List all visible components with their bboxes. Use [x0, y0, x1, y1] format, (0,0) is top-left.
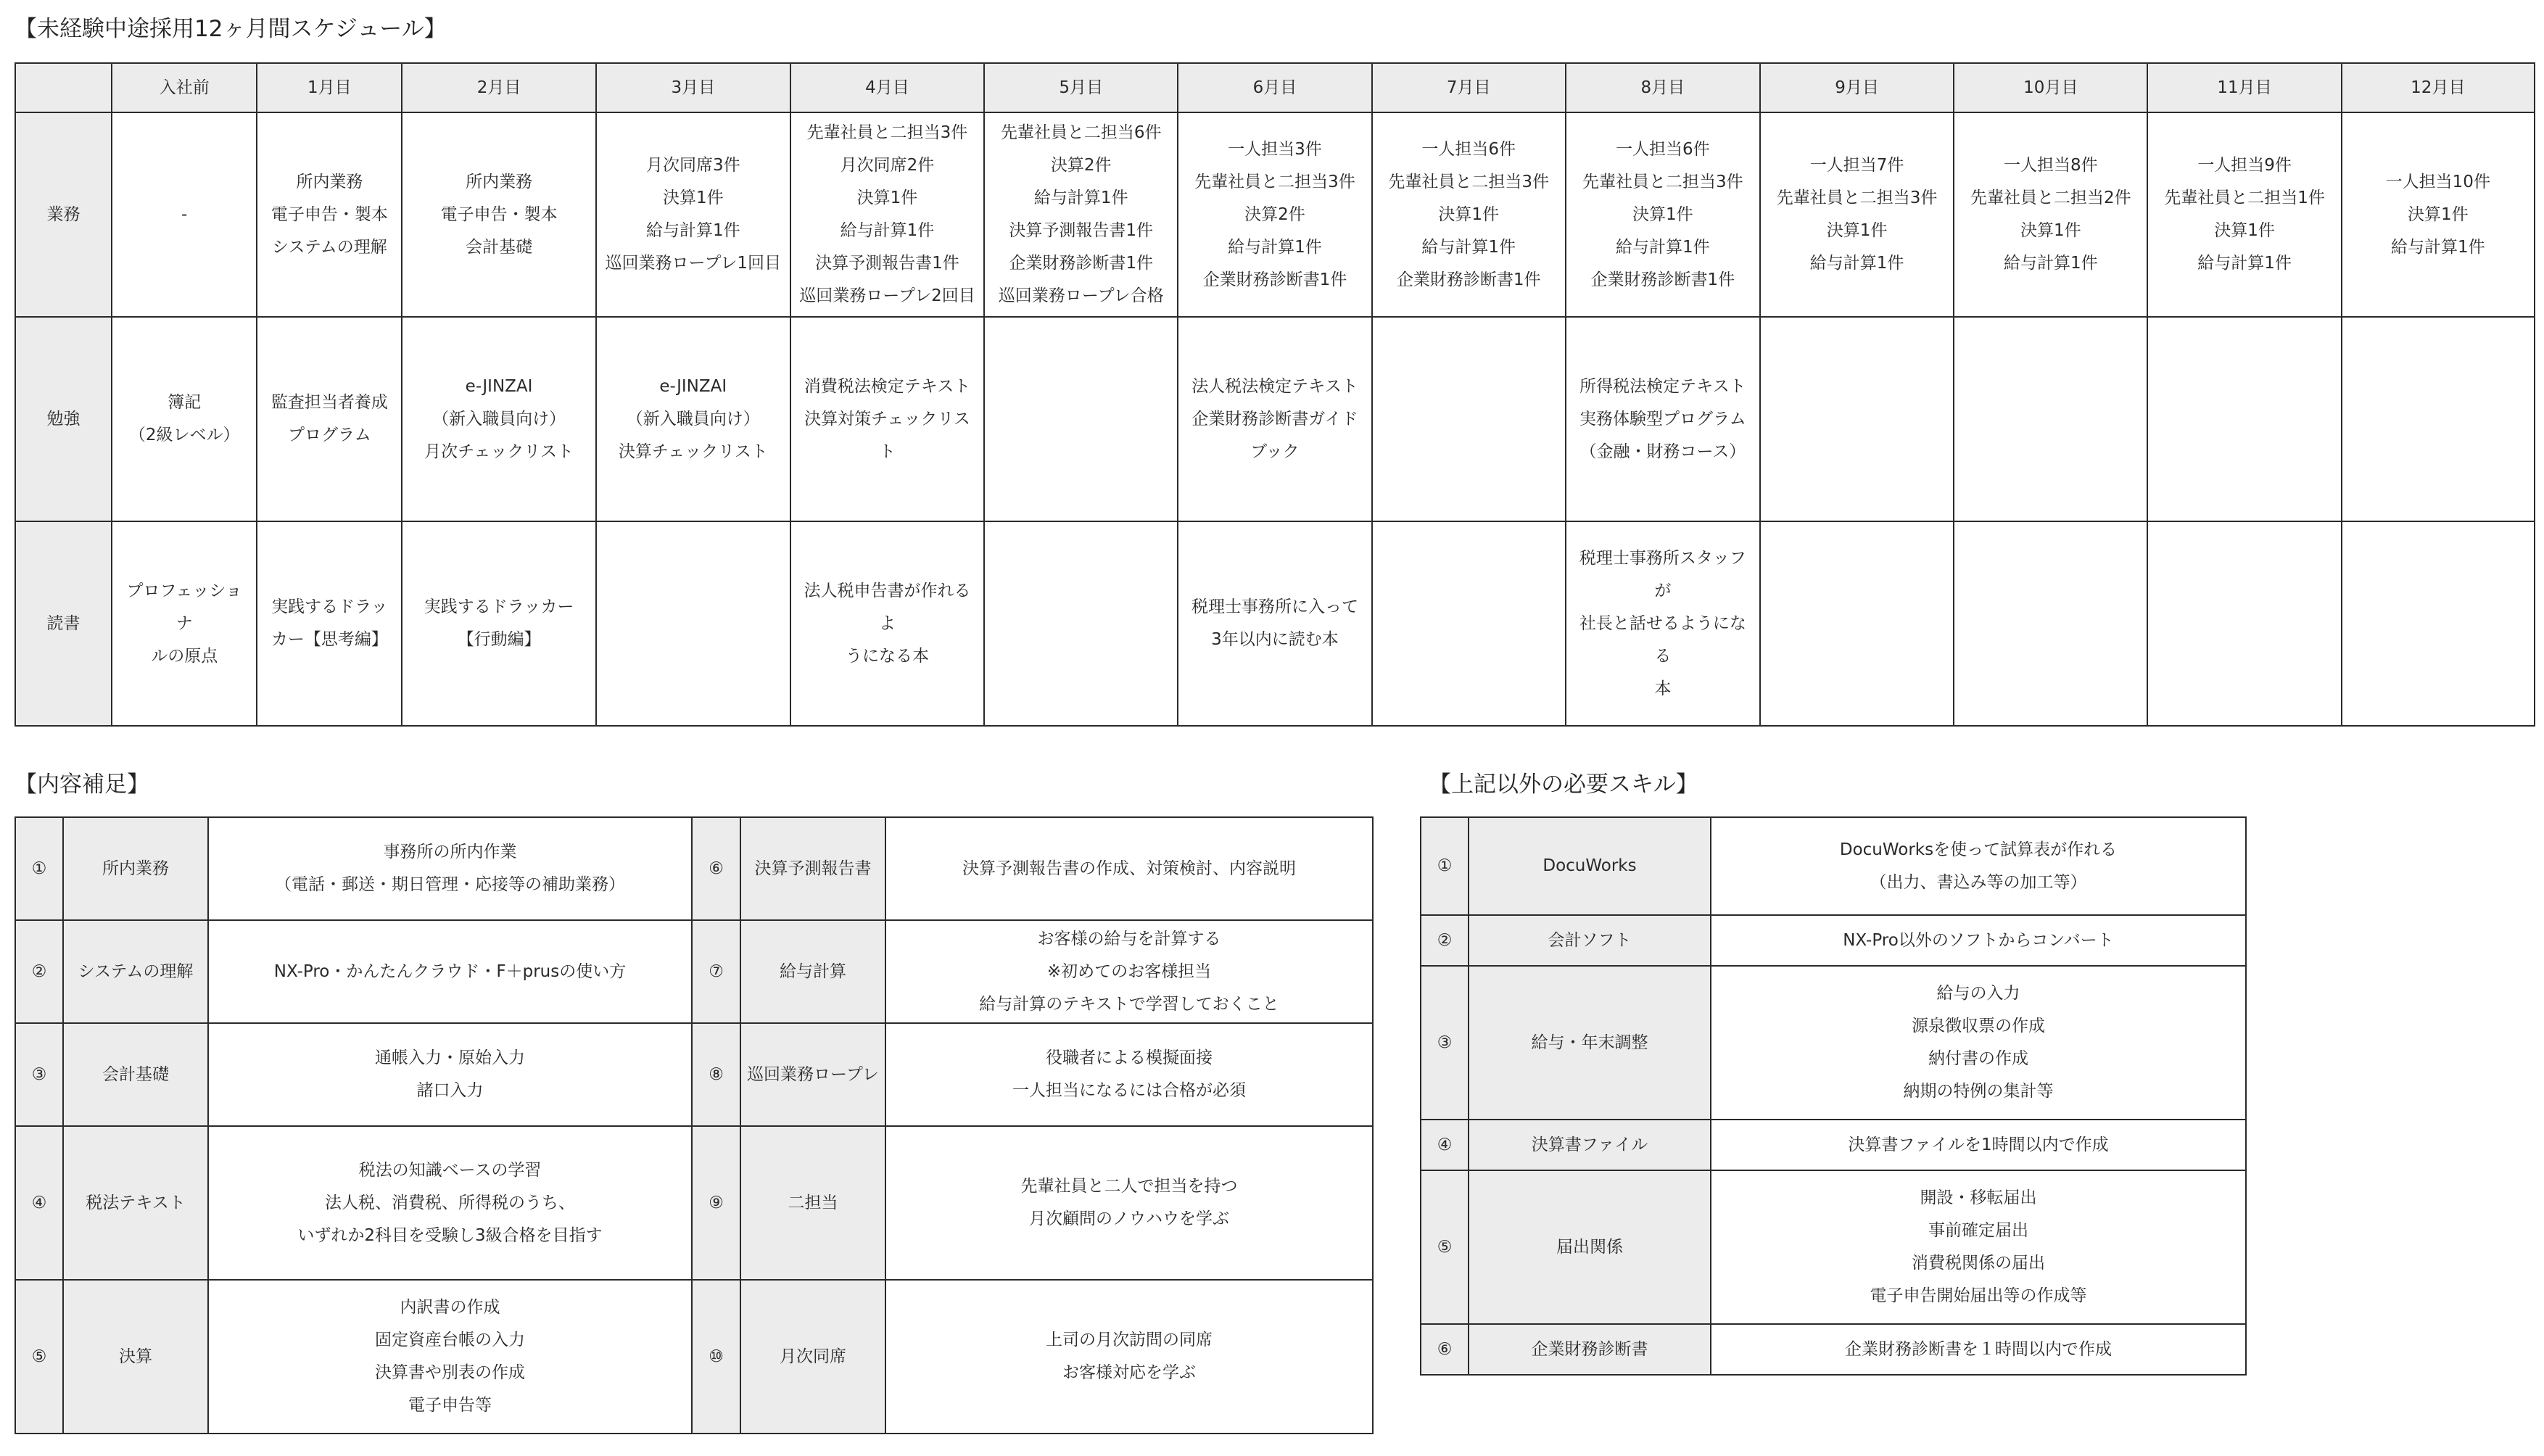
schedule-cell	[1760, 317, 1954, 521]
item-number: ⑧	[692, 1023, 740, 1126]
schedule-cell: 税理士事務所に入って 3年以内に読む本	[1178, 521, 1371, 726]
schedule-cell: 実践するドラッカー 【行動編】	[402, 521, 595, 726]
item-description: 税法の知識ベースの学習 法人税、消費税、所得税のうち、 いずれか2科目を受験し3級合格を目指す	[208, 1126, 692, 1280]
skills-row	[1421, 966, 2246, 1120]
schedule-title: 【未経験中途採用12ヶ月間スケジュール】	[15, 16, 447, 42]
corner-cell	[15, 63, 112, 112]
schedule-cell: 先輩社員と二担当6件 決算2件 給与計算1件 決算予測報告書1件 企業財務診断書1件 巡回業務ロープレ合格	[984, 112, 1178, 317]
schedule-cell	[2342, 521, 2535, 726]
schedule-cell	[1954, 521, 2147, 726]
column-header: 11月目	[2147, 63, 2341, 112]
schedule-cell: 一人担当6件 先輩社員と二担当3件 決算1件 給与計算1件 企業財務診断書1件	[1372, 112, 1566, 317]
supplement-row	[15, 1023, 1373, 1126]
schedule-cell: 所得税法検定テキスト 実務体験型プログラム （金融・財務コース）	[1566, 317, 1760, 521]
schedule-cell	[2342, 317, 2535, 521]
skill-number: ③	[1421, 966, 1469, 1120]
item-description: 上司の月次訪問の同席 お客様対応を学ぶ	[885, 1280, 1373, 1434]
skill-term: DocuWorks	[1469, 817, 1711, 915]
column-header: 7月目	[1372, 63, 1566, 112]
skill-description: NX-Pro以外のソフトからコンバート	[1711, 915, 2246, 966]
schedule-cell: 一人担当10件 決算1件 給与計算1件	[2342, 112, 2535, 317]
skill-description: 企業財務診断書を１時間以内で作成	[1711, 1324, 2246, 1375]
column-header: 3月目	[596, 63, 790, 112]
column-header: 入社前	[112, 63, 257, 112]
supplement-row	[15, 920, 1373, 1023]
item-number: ⑤	[15, 1280, 63, 1434]
item-number: ②	[15, 920, 63, 1023]
item-description: NX-Pro・かんたんクラウド・F＋prusの使い方	[208, 920, 692, 1023]
schedule-cell: e-JINZAI （新入職員向け） 月次チェックリスト	[402, 317, 595, 521]
item-term: 決算予測報告書	[740, 817, 885, 920]
item-description: 役職者による模擬面接 一人担当になるには合格が必須	[885, 1023, 1373, 1126]
skill-number: ②	[1421, 915, 1469, 966]
item-description: 先輩社員と二人で担当を持つ 月次顧問のノウハウを学ぶ	[885, 1126, 1373, 1280]
row-label: 業務	[15, 112, 112, 317]
item-description: 事務所の所内作業 （電話・郵送・期日管理・応接等の補助業務）	[208, 817, 692, 920]
schedule-header-row	[15, 63, 2535, 112]
schedule-cell: 所内業務 電子申告・製本 システムの理解	[257, 112, 402, 317]
schedule-cell: 法人税法検定テキスト 企業財務診断書ガイド ブック	[1178, 317, 1371, 521]
skill-number: ④	[1421, 1120, 1469, 1170]
row-label: 勉強	[15, 317, 112, 521]
schedule-cell: 簿記 （2級レベル）	[112, 317, 257, 521]
column-header: 1月目	[257, 63, 402, 112]
skill-term: 企業財務診断書	[1469, 1324, 1711, 1375]
skill-description: 給与の入力 源泉徴収票の作成 納付書の作成 納期の特例の集計等	[1711, 966, 2246, 1120]
item-term: システムの理解	[63, 920, 208, 1023]
schedule-row-benkyo	[15, 317, 2535, 521]
column-header: 4月目	[790, 63, 984, 112]
schedule-cell	[1372, 521, 1566, 726]
supplement-row	[15, 1280, 1373, 1434]
supplement-row	[15, 1126, 1373, 1280]
item-term: 二担当	[740, 1126, 885, 1280]
skill-description: 開設・移転届出 事前確定届出 消費税関係の届出 電子申告開始届出等の作成等	[1711, 1170, 2246, 1324]
skills-row	[1421, 817, 2246, 915]
skills-row	[1421, 1170, 2246, 1324]
item-term: 巡回業務ロープレ	[740, 1023, 885, 1126]
schedule-cell	[1372, 317, 1566, 521]
schedule-table	[15, 62, 2535, 727]
schedule-cell	[2147, 317, 2341, 521]
schedule-cell: e-JINZAI （新入職員向け） 決算チェックリスト	[596, 317, 790, 521]
skill-description: DocuWorksを使って試算表が作れる （出力、書込み等の加工等）	[1711, 817, 2246, 915]
item-number: ⑥	[692, 817, 740, 920]
schedule-cell	[596, 521, 790, 726]
skill-number: ⑤	[1421, 1170, 1469, 1324]
schedule-cell: 一人担当3件 先輩社員と二担当3件 決算2件 給与計算1件 企業財務診断書1件	[1178, 112, 1371, 317]
item-term: 所内業務	[63, 817, 208, 920]
column-header: 5月目	[984, 63, 1178, 112]
item-number: ⑨	[692, 1126, 740, 1280]
item-term: 給与計算	[740, 920, 885, 1023]
schedule-cell: 所内業務 電子申告・製本 会計基礎	[402, 112, 595, 317]
skill-number: ①	[1421, 817, 1469, 915]
item-description: 内訳書の作成 固定資産台帳の入力 決算書や別表の作成 電子申告等	[208, 1280, 692, 1434]
column-header: 10月目	[1954, 63, 2147, 112]
skill-description: 決算書ファイルを1時間以内で作成	[1711, 1120, 2246, 1170]
schedule-cell	[984, 317, 1178, 521]
schedule-cell: プロフェッショナ ルの原点	[112, 521, 257, 726]
schedule-cell: 実践するドラッ カー【思考編】	[257, 521, 402, 726]
column-header: 9月目	[1760, 63, 1954, 112]
column-header: 8月目	[1566, 63, 1760, 112]
item-number: ⑩	[692, 1280, 740, 1434]
schedule-cell: 先輩社員と二担当3件 月次同席2件 決算1件 給与計算1件 決算予測報告書1件 巡回業務ロープレ2回目	[790, 112, 984, 317]
schedule-cell: 監査担当者養成 プログラム	[257, 317, 402, 521]
skills-row	[1421, 1324, 2246, 1375]
schedule-row-gyomu	[15, 112, 2535, 317]
schedule-cell: 一人担当9件 先輩社員と二担当1件 決算1件 給与計算1件	[2147, 112, 2341, 317]
schedule-cell: -	[112, 112, 257, 317]
skill-term: 会計ソフト	[1469, 915, 1711, 966]
schedule-cell: 法人税申告書が作れるよ うになる本	[790, 521, 984, 726]
schedule-cell	[984, 521, 1178, 726]
supplement-title: 【内容補足】	[15, 772, 149, 798]
item-term: 決算	[63, 1280, 208, 1434]
skill-term: 給与・年末調整	[1469, 966, 1711, 1120]
column-header: 2月目	[402, 63, 595, 112]
item-number: ③	[15, 1023, 63, 1126]
schedule-cell	[2147, 521, 2341, 726]
item-term: 月次同席	[740, 1280, 885, 1434]
schedule-cell: 月次同席3件 決算1件 給与計算1件 巡回業務ロープレ1回目	[596, 112, 790, 317]
schedule-cell: 一人担当6件 先輩社員と二担当3件 決算1件 給与計算1件 企業財務診断書1件	[1566, 112, 1760, 317]
schedule-row-dokusho	[15, 521, 2535, 726]
item-description: 通帳入力・原始入力 諸口入力	[208, 1023, 692, 1126]
skills-title: 【上記以外の必要スキル】	[1429, 772, 1698, 798]
skill-number: ⑥	[1421, 1324, 1469, 1375]
schedule-cell: 消費税法検定テキスト 決算対策チェックリスト	[790, 317, 984, 521]
item-term: 税法テキスト	[63, 1126, 208, 1280]
schedule-cell: 税理士事務所スタッフが 社長と話せるようになる 本	[1566, 521, 1760, 726]
supplement-table	[15, 816, 1374, 1434]
item-description: お客様の給与を計算する ※初めてのお客様担当 給与計算のテキストで学習しておくこと	[885, 920, 1373, 1023]
schedule-cell: 一人担当8件 先輩社員と二担当2件 決算1件 給与計算1件	[1954, 112, 2147, 317]
skills-table	[1420, 816, 2247, 1376]
item-description: 決算予測報告書の作成、対策検討、内容説明	[885, 817, 1373, 920]
item-number: ①	[15, 817, 63, 920]
item-term: 会計基礎	[63, 1023, 208, 1126]
schedule-cell	[1954, 317, 2147, 521]
item-number: ④	[15, 1126, 63, 1280]
column-header: 6月目	[1178, 63, 1371, 112]
row-label: 読書	[15, 521, 112, 726]
column-header: 12月目	[2342, 63, 2535, 112]
skill-term: 届出関係	[1469, 1170, 1711, 1324]
skills-row	[1421, 1120, 2246, 1170]
skill-term: 決算書ファイル	[1469, 1120, 1711, 1170]
item-number: ⑦	[692, 920, 740, 1023]
supplement-row	[15, 817, 1373, 920]
skills-row	[1421, 915, 2246, 966]
schedule-cell	[1760, 521, 1954, 726]
schedule-cell: 一人担当7件 先輩社員と二担当3件 決算1件 給与計算1件	[1760, 112, 1954, 317]
